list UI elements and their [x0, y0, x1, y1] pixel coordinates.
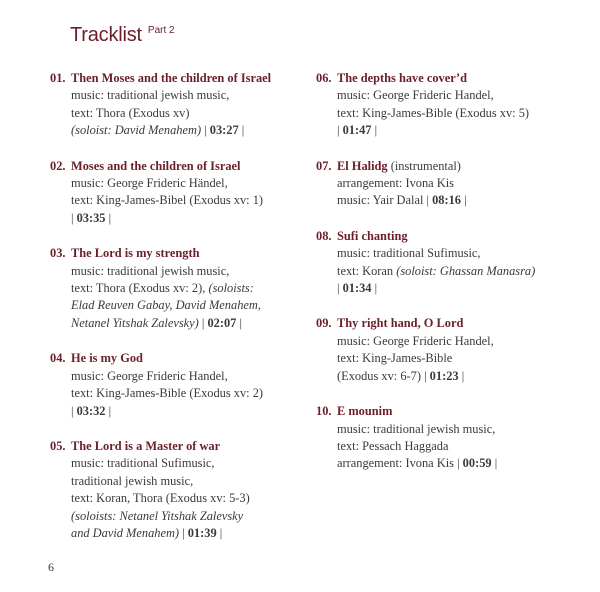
separator-bar: | — [453, 456, 463, 471]
track-detail-text: text: King-James-Bible (Exodus xv: 5) — [337, 105, 530, 120]
separator-bar: | — [179, 525, 188, 540]
track-item — [50, 158, 305, 228]
track-detail-text: music: traditional Sufimusic, — [337, 246, 481, 261]
track-title: The depths have cover’d — [337, 71, 467, 85]
separator-bar: | — [71, 210, 77, 225]
track-duration: 03:27 — [209, 123, 239, 138]
separator-bar: | — [371, 281, 378, 296]
page-number: 6 — [48, 560, 54, 574]
track-detail-line — [337, 421, 586, 438]
tracklist-left-column — [50, 70, 305, 560]
page-title: Tracklist — [70, 24, 142, 46]
track-detail-line — [337, 368, 586, 385]
track-title: El Halidg — [337, 158, 388, 173]
track-detail-text: music: traditional jewish music, — [71, 263, 230, 278]
separator-bar: | — [337, 123, 343, 138]
track-detail-line — [71, 297, 305, 314]
page-header — [70, 24, 175, 47]
track-detail-text: arrangement: Ivona Kis — [337, 176, 454, 191]
track-title: The Lord is a Master of war — [71, 438, 221, 453]
track-detail-line — [71, 263, 305, 280]
track-detail-text: music: George Frideric Handel, — [337, 88, 494, 103]
track-detail-line — [337, 175, 586, 192]
track-detail-line — [337, 263, 586, 280]
track-detail-line — [337, 87, 586, 104]
separator-bar: | — [491, 456, 498, 471]
track-detail-line — [71, 315, 305, 332]
separator-bar: | — [71, 403, 77, 418]
track-title: E mounim — [337, 404, 393, 419]
track-detail-line — [71, 368, 305, 385]
track-detail-text: text: King-James-Bible (Exodus xv: 2) — [71, 386, 264, 401]
track-detail-text: music: Yair Dalal — [337, 193, 424, 208]
track-detail-line — [71, 280, 305, 297]
track-detail-line — [71, 508, 305, 525]
page-subtitle: Part 2 — [147, 25, 175, 36]
separator-bar: | — [105, 403, 112, 418]
track-detail-line — [337, 192, 586, 209]
track-detail-line — [71, 175, 305, 192]
track-detail-line — [71, 490, 305, 507]
track-detail-text: text: Koran, Thora (Exodus xv: 5-3) — [71, 491, 250, 506]
track-item — [50, 70, 305, 140]
track-detail-text: music: George Frideric Händel, — [71, 176, 228, 191]
track-number: 04. — [50, 351, 66, 366]
track-item — [316, 228, 586, 298]
track-detail-line — [337, 438, 586, 455]
track-detail-line — [71, 87, 305, 104]
track-detail-line — [71, 122, 305, 139]
separator-bar: | — [337, 281, 343, 296]
track-number: 10. — [316, 404, 332, 419]
separator-bar: | — [236, 315, 242, 330]
track-detail-text: music: George Frideric Handel, — [71, 368, 228, 383]
track-detail-text: music: traditional jewish music, — [337, 421, 496, 436]
track-detail-text: text: King-James-Bibel (Exodus xv: 1) — [71, 193, 264, 208]
track-number: 01. — [50, 71, 66, 85]
track-detail-text: (soloist: Ghassan Manasra) — [396, 263, 536, 278]
track-number: 02. — [50, 158, 66, 173]
separator-bar: | — [423, 193, 433, 208]
track-note: (instrumental) — [387, 158, 461, 173]
track-detail-text: Elad Reuven Gabay, David Menahem, — [71, 298, 261, 313]
track-detail-line — [337, 333, 586, 350]
track-number: 06. — [316, 71, 332, 85]
separator-bar: | — [461, 193, 467, 208]
track-number: 09. — [316, 316, 332, 331]
track-detail-line — [337, 350, 586, 367]
track-detail-text: music: George Frideric Handel, — [337, 333, 494, 348]
track-title: The Lord is my strength — [71, 246, 200, 261]
separator-bar: | — [198, 315, 208, 330]
track-detail-line — [71, 105, 305, 122]
track-detail-line — [337, 455, 586, 472]
track-number: 08. — [316, 228, 332, 243]
track-number: 07. — [316, 158, 332, 173]
track-title: Moses and the children of Israel — [71, 158, 241, 173]
track-item — [316, 70, 586, 140]
track-detail-line — [71, 192, 305, 209]
track-duration: 03:35 — [76, 210, 106, 225]
tracklist-right-column — [316, 70, 586, 491]
track-detail-line — [337, 105, 586, 122]
track-detail-text: music: traditional Sufimusic, — [71, 456, 215, 471]
track-duration: 03:32 — [76, 403, 106, 418]
track-detail-text: text: Koran — [337, 263, 397, 278]
track-detail-line — [337, 122, 586, 139]
track-detail-line — [71, 210, 305, 227]
separator-bar: | — [238, 123, 245, 138]
track-number: 05. — [50, 438, 66, 453]
track-detail-text: (Exodus xv: 6-7) — [337, 368, 421, 383]
track-detail-line — [71, 455, 305, 472]
separator-bar: | — [201, 123, 210, 138]
separator-bar: | — [458, 368, 465, 383]
track-detail-text: and David Menahem) — [71, 525, 180, 540]
track-detail-text: text: Pessach Haggada — [337, 438, 449, 453]
track-item — [50, 350, 305, 420]
track-detail-text: Netanel Yitshak Zalevsky) — [71, 315, 199, 330]
track-duration: 02:07 — [207, 315, 237, 330]
track-item — [316, 403, 586, 473]
track-duration: 01:39 — [187, 525, 217, 540]
track-detail-text: text: Thora (Exodus xv: 2), — [71, 281, 209, 296]
track-duration: 08:16 — [432, 193, 461, 208]
track-detail-text: arrangement: Ivona Kis — [337, 456, 454, 471]
track-detail-line — [71, 525, 305, 542]
separator-bar: | — [216, 525, 223, 540]
track-detail-text: text: King-James-Bible — [337, 351, 453, 366]
track-title: Then Moses and the children of Israel — [71, 71, 272, 85]
separator-bar: | — [371, 123, 378, 138]
track-duration: 01:47 — [342, 123, 372, 138]
track-item — [50, 245, 305, 332]
track-detail-line — [71, 473, 305, 490]
track-duration: 01:23 — [429, 368, 459, 383]
separator-bar: | — [105, 210, 112, 225]
track-item — [50, 438, 305, 542]
track-title: He is my God — [71, 351, 143, 366]
track-duration: 01:34 — [342, 281, 372, 296]
track-detail-text: (soloists: Netanel Yitshak Zalevsky — [71, 508, 244, 523]
track-item — [316, 315, 586, 385]
track-title: Thy right hand, O Lord — [337, 316, 464, 331]
separator-bar: | — [420, 368, 430, 383]
track-detail-line — [337, 245, 586, 262]
track-duration: 00:59 — [462, 456, 492, 471]
track-detail-line — [71, 385, 305, 402]
track-detail-text: text: Thora (Exodus xv) — [71, 105, 190, 120]
track-detail-line — [337, 280, 586, 297]
track-detail-line — [71, 403, 305, 420]
track-item — [316, 158, 586, 210]
track-detail-text: (soloists: — [208, 281, 254, 296]
track-number: 03. — [50, 246, 66, 261]
track-detail-text: traditional jewish music, — [71, 473, 194, 488]
track-title: Sufi chanting — [337, 228, 408, 243]
track-detail-text: (soloist: David Menahem) — [71, 123, 202, 138]
track-detail-text: music: traditional jewish music, — [71, 88, 230, 103]
